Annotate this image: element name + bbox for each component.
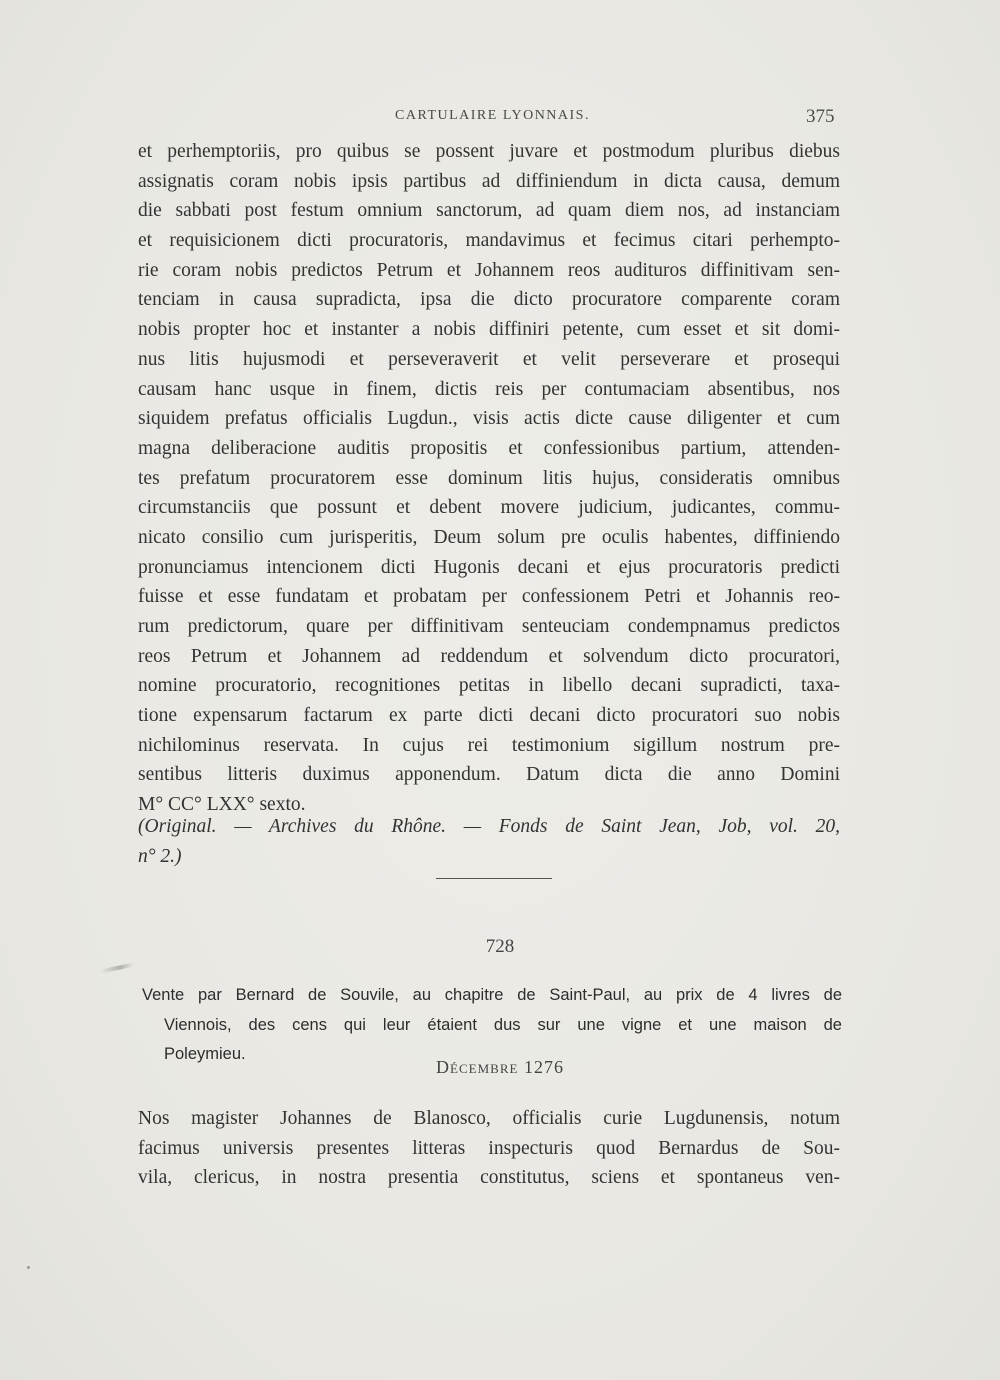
running-title: CARTULAIRE LYONNAIS.: [395, 108, 590, 123]
text-line: assignatis coram nobis ipsis partibus ad diffiniendum in dicta causa, demum: [138, 170, 840, 192]
text-line: nobis propter hoc et instanter a nobis diffiniri petente, cum esset et sit domi-: [138, 319, 840, 341]
text-line: rie coram nobis predictos Petrum et Johannem reos audituros diffinitivam sen-: [138, 259, 840, 281]
text-line: reos Petrum et Johannem ad reddendum et solvendum dicto procuratori,: [138, 645, 840, 667]
ink-smudge: [100, 963, 134, 974]
page-number: 375: [806, 106, 835, 127]
charter-number: 728: [485, 936, 515, 957]
text-line: tenciam in causa supradicta, ipsa die dicto procuratore comparente coram: [138, 289, 840, 311]
charter-date-month: Décembre: [436, 1057, 519, 1077]
text-line: causam hanc usque in finem, dictis reis per contumaciam absentibus, nos: [138, 378, 840, 400]
source-note: [138, 812, 840, 871]
text-line: sentibus litteris duximus apponendum. Datum dicta die anno Domini: [138, 764, 840, 786]
text-line: et perhemptoriis, pro quibus se possent juvare et postmodum pluribus diebus: [138, 141, 840, 162]
paper-speck: [27, 1266, 30, 1269]
text-line: nicato consilio cum jurisperitis, Deum solum pre oculis habentes, diffiniendo: [138, 526, 840, 548]
text-line: circumstanciis que possunt et debent movere judicium, judicantes, commu-: [138, 497, 840, 519]
text-line: fuisse et esse fundatam et probatam per confessionem Petri et Johannis reo-: [138, 586, 840, 608]
text-line: Nos magister Johannes de Blanosco, officialis curie Lugdunensis, notum: [138, 1108, 840, 1129]
summary-line: Poleymieu.: [164, 1045, 246, 1064]
text-line: tione expensarum factarum ex parte dicti decani dicto procuratori suo nobis: [138, 705, 840, 727]
source-line: (Original. — Archives du Rhône. — Fonds de Saint Jean, Job, vol. 20,: [138, 816, 840, 837]
text-line: pronunciamus intencionem dicti Hugonis decani et ejus procuratoris predicti: [138, 556, 840, 578]
text-line: rum predictorum, quare per diffinitivam senteuciam condempnamus predictos: [138, 616, 840, 637]
summary-line: Viennois, des cens qui leur étaient dus sur une vigne et une maison de: [164, 1015, 842, 1034]
charter-date: [0, 1057, 1000, 1078]
text-line: et requisicionem dicti procuratoris, mandavimus et fecimus citari perhempto-: [138, 230, 840, 252]
summary-line: Vente par Bernard de Souvile, au chapitre de Saint-Paul, au prix de 4 livres de: [142, 986, 842, 1004]
source-line: n° 2.): [138, 845, 182, 867]
charter-727-text-continuation: [138, 137, 840, 820]
text-line: nus litis hujusmodi et perseveraverit et velit perseverare et prosequi: [138, 348, 840, 370]
charter-date-year: 1276: [523, 1057, 564, 1077]
text-line: facimus universis presentes litteras inspecturis quod Bernardus de Sou-: [138, 1137, 840, 1159]
text-line: vila, clericus, in nostra presentia constitutus, sciens et spontaneus ven-: [138, 1167, 840, 1189]
text-line: siquidem prefatus officialis Lugdun., visis actis dicte cause diligenter et cum: [138, 408, 840, 430]
text-line: tes prefatum procuratorem esse dominum litis hujus, consideratis omnibus: [138, 467, 840, 489]
charter-728-text: [138, 1104, 840, 1193]
text-line: nichilominus reservata. In cujus rei testimonium sigillum nostrum pre-: [138, 734, 840, 756]
section-divider: [436, 878, 552, 879]
running-head: [0, 106, 1000, 130]
text-line: M° CC° LXX° sexto.: [138, 794, 306, 816]
text-line: die sabbati post festum omnium sanctorum, ad quam diem nos, ad instanciam: [138, 200, 840, 222]
text-line: magna deliberacione auditis propositis et confessionibus partium, attenden-: [138, 437, 840, 459]
text-line: nomine procuratorio, recognitiones petitas in libello decani supradicti, taxa-: [138, 675, 840, 697]
